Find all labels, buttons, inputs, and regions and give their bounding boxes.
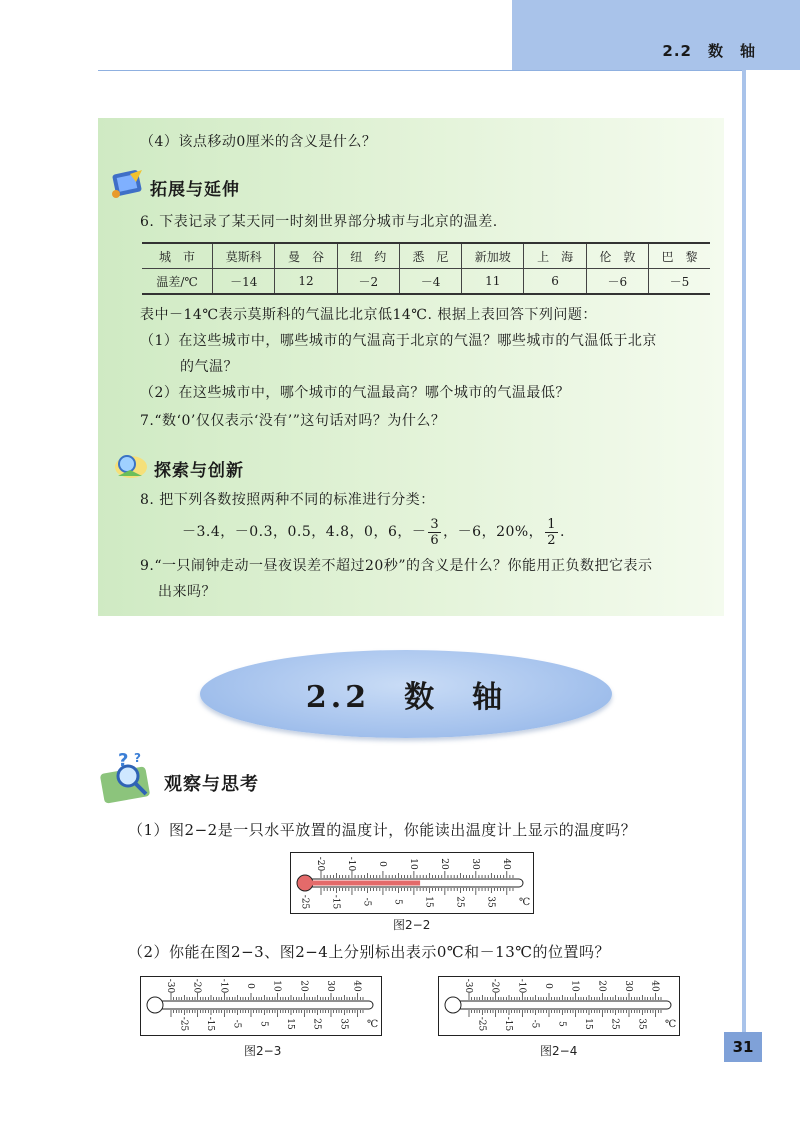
tick-label-top: 20: [298, 980, 309, 992]
unit-label: ℃: [519, 897, 531, 908]
unit-label: ℃: [367, 1019, 379, 1030]
svg-text:?: ?: [118, 750, 129, 771]
thermometer-bulb: [445, 997, 461, 1013]
table-cell: 莫斯科: [213, 243, 275, 269]
question-8: 8. 把下列各数按照两种不同的标准进行分类：: [140, 492, 435, 508]
question-6: 6. 下表记录了某天同一时刻世界部分城市与北京的温差.: [140, 214, 498, 230]
table-cell: －5: [648, 269, 710, 295]
tick-label-bottom: -5: [529, 1019, 540, 1029]
tick-label-top: -30: [463, 978, 473, 994]
observe-question-2: （2）你能在图2−3、图2−4上分别标出表示0℃和－13℃的位置吗？: [128, 943, 611, 961]
question-6-2: （2）在这些城市中，哪个城市的气温最高？哪个城市的气温最低？: [140, 385, 570, 401]
table-cell: －2: [337, 269, 399, 295]
section-title: 2.2 数 轴: [305, 680, 507, 715]
question-6-note: 表中－14℃表示莫斯科的气温比北京低14℃. 根据上表回答下列问题：: [140, 307, 597, 323]
tick-label-top: -20: [191, 978, 202, 994]
table-cell: 城 市: [142, 243, 213, 269]
question-6-1-line1: （1）在这些城市中，哪些城市的气温高于北京的气温？哪些城市的气温低于北京: [140, 333, 657, 349]
observe-icon: [98, 748, 158, 804]
tick-label-top: 30: [623, 980, 633, 992]
tick-label-bottom: -25: [476, 1016, 487, 1032]
tick-label-top: -30: [165, 978, 175, 994]
tick-label-bottom: 5: [392, 899, 403, 905]
tick-label-top: 40: [649, 980, 660, 992]
tick-label-bottom: 15: [285, 1018, 295, 1030]
table-row: [142, 269, 710, 295]
table-cell: 曼 谷: [275, 243, 337, 269]
table-cell: 纽 约: [337, 243, 399, 269]
table-cell: 悉 尼: [399, 243, 461, 269]
thermometer-fig-2-4: [439, 977, 679, 1035]
tick-label-bottom: 35: [338, 1018, 349, 1030]
unit-label: ℃: [665, 1019, 677, 1030]
thermometer-frame: [290, 852, 534, 914]
table-cell: 11: [462, 269, 524, 295]
table-cell: －4: [399, 269, 461, 295]
question-6-1-line2: 的气温？: [180, 359, 238, 375]
table-cell: 12: [275, 269, 337, 295]
question-8-numbers: [182, 514, 565, 550]
table-cell: 上 海: [524, 243, 586, 269]
svg-text:?: ?: [134, 751, 141, 765]
tick-label-bottom: 25: [311, 1018, 322, 1030]
tick-label-bottom: 35: [636, 1018, 647, 1030]
heading-explore: 探索与创新: [154, 461, 244, 481]
tick-label-bottom: 5: [556, 1021, 567, 1027]
tick-label-top: -10: [516, 978, 527, 994]
extend-icon: [108, 168, 146, 200]
table-cell: 温差/℃: [142, 269, 213, 295]
tick-label-bottom: -15: [330, 894, 341, 910]
tick-label-bottom: 25: [454, 896, 465, 908]
tick-label-top: -20: [489, 978, 500, 994]
tick-label-top: 20: [596, 980, 607, 992]
tick-label-bottom: -25: [299, 894, 310, 910]
observe-question-1: （1）图2−2是一只水平放置的温度计，你能读出温度计上显示的温度吗？: [128, 821, 637, 839]
tick-label-top: 40: [351, 980, 362, 992]
header-bar: [512, 0, 800, 70]
tick-label-top: 10: [407, 858, 418, 870]
tick-label-top: 10: [569, 980, 580, 992]
tick-label-bottom: -25: [178, 1016, 189, 1032]
caption-fig-2-4: 图2−4: [540, 1044, 578, 1058]
temperature-difference-table: [142, 242, 710, 295]
tick-label-bottom: -15: [503, 1016, 513, 1032]
table-cell: －14: [213, 269, 275, 295]
tick-label-top: 30: [469, 858, 480, 870]
table-cell: 6: [524, 269, 586, 295]
table-cell: 巴 黎: [648, 243, 710, 269]
tick-label-bottom: 35: [485, 896, 496, 908]
thermometer-tube: [455, 1001, 671, 1009]
tick-label-top: -20: [315, 856, 325, 872]
question-7: 7.“数‘0’仅仅表示‘没有’”这句话对吗？为什么？: [140, 413, 446, 429]
page-number: 31: [724, 1032, 762, 1062]
heading-extend: 拓展与延伸: [150, 180, 240, 200]
caption-fig-2-3: 图2−3: [244, 1044, 282, 1058]
heading-observe: 观察与思考: [164, 774, 259, 795]
thermometer-fig-2-3: [141, 977, 381, 1035]
tick-label-top: -10: [218, 978, 229, 994]
thermometer-frame: [438, 976, 680, 1036]
numbers-part-b: ，－6，20%，: [443, 524, 544, 540]
numbers-part-a: －3.4，－0.3，0.5，4.8，0，6，－: [182, 524, 427, 540]
fraction-numerator: 1: [547, 516, 556, 532]
tick-label-top: 40: [500, 858, 511, 870]
tick-label-bottom: 25: [609, 1018, 620, 1030]
thermometer-tube: [157, 1001, 373, 1009]
thermometer-mercury: [309, 881, 420, 886]
numbers-end: .: [559, 524, 565, 540]
fraction-three-sixths: [428, 517, 441, 548]
tick-label-bottom: 15: [583, 1018, 593, 1030]
tick-label-top: 0: [245, 983, 255, 989]
table-header-row: [142, 243, 710, 269]
side-rule: [742, 70, 746, 1032]
table-cell: －6: [586, 269, 648, 295]
header-section-title: 2.2 数 轴: [662, 42, 756, 60]
fraction-denominator: 6: [430, 532, 440, 548]
fraction-denominator: 2: [547, 532, 556, 548]
table-cell: 伦 敦: [586, 243, 648, 269]
fraction-numerator: 3: [430, 516, 440, 532]
tick-label-top: 20: [438, 858, 449, 870]
question-9-line1: 9.“一只闹钟走动一昼夜误差不超过20秒”的含义是什么？你能用正负数把它表示: [140, 558, 653, 574]
thermometer-frame: [140, 976, 382, 1036]
exercise-item-4: （4）该点移动0厘米的含义是什么？: [140, 134, 377, 150]
caption-fig-2-2: 图2−2: [393, 918, 431, 932]
tick-label-bottom: 15: [423, 896, 434, 908]
tick-label-bottom: 5: [258, 1021, 269, 1027]
header-rule: [98, 70, 744, 71]
tick-label-bottom: -5: [231, 1019, 242, 1029]
tick-label-top: 0: [543, 983, 553, 989]
tick-label-top: 0: [376, 861, 387, 867]
table-cell: 新加坡: [462, 243, 524, 269]
tick-label-top: -10: [345, 856, 356, 872]
tick-label-bottom: -5: [361, 897, 372, 907]
thermometer-fig-2-2: [291, 853, 533, 913]
question-9-line2: 出来吗？: [158, 584, 216, 600]
explore-icon: [112, 450, 150, 480]
thermometer-bulb: [147, 997, 163, 1013]
tick-label-top: 10: [271, 980, 282, 992]
tick-label-top: 30: [325, 980, 335, 992]
tick-label-bottom: -15: [205, 1016, 215, 1032]
fraction-one-half: [545, 517, 558, 548]
